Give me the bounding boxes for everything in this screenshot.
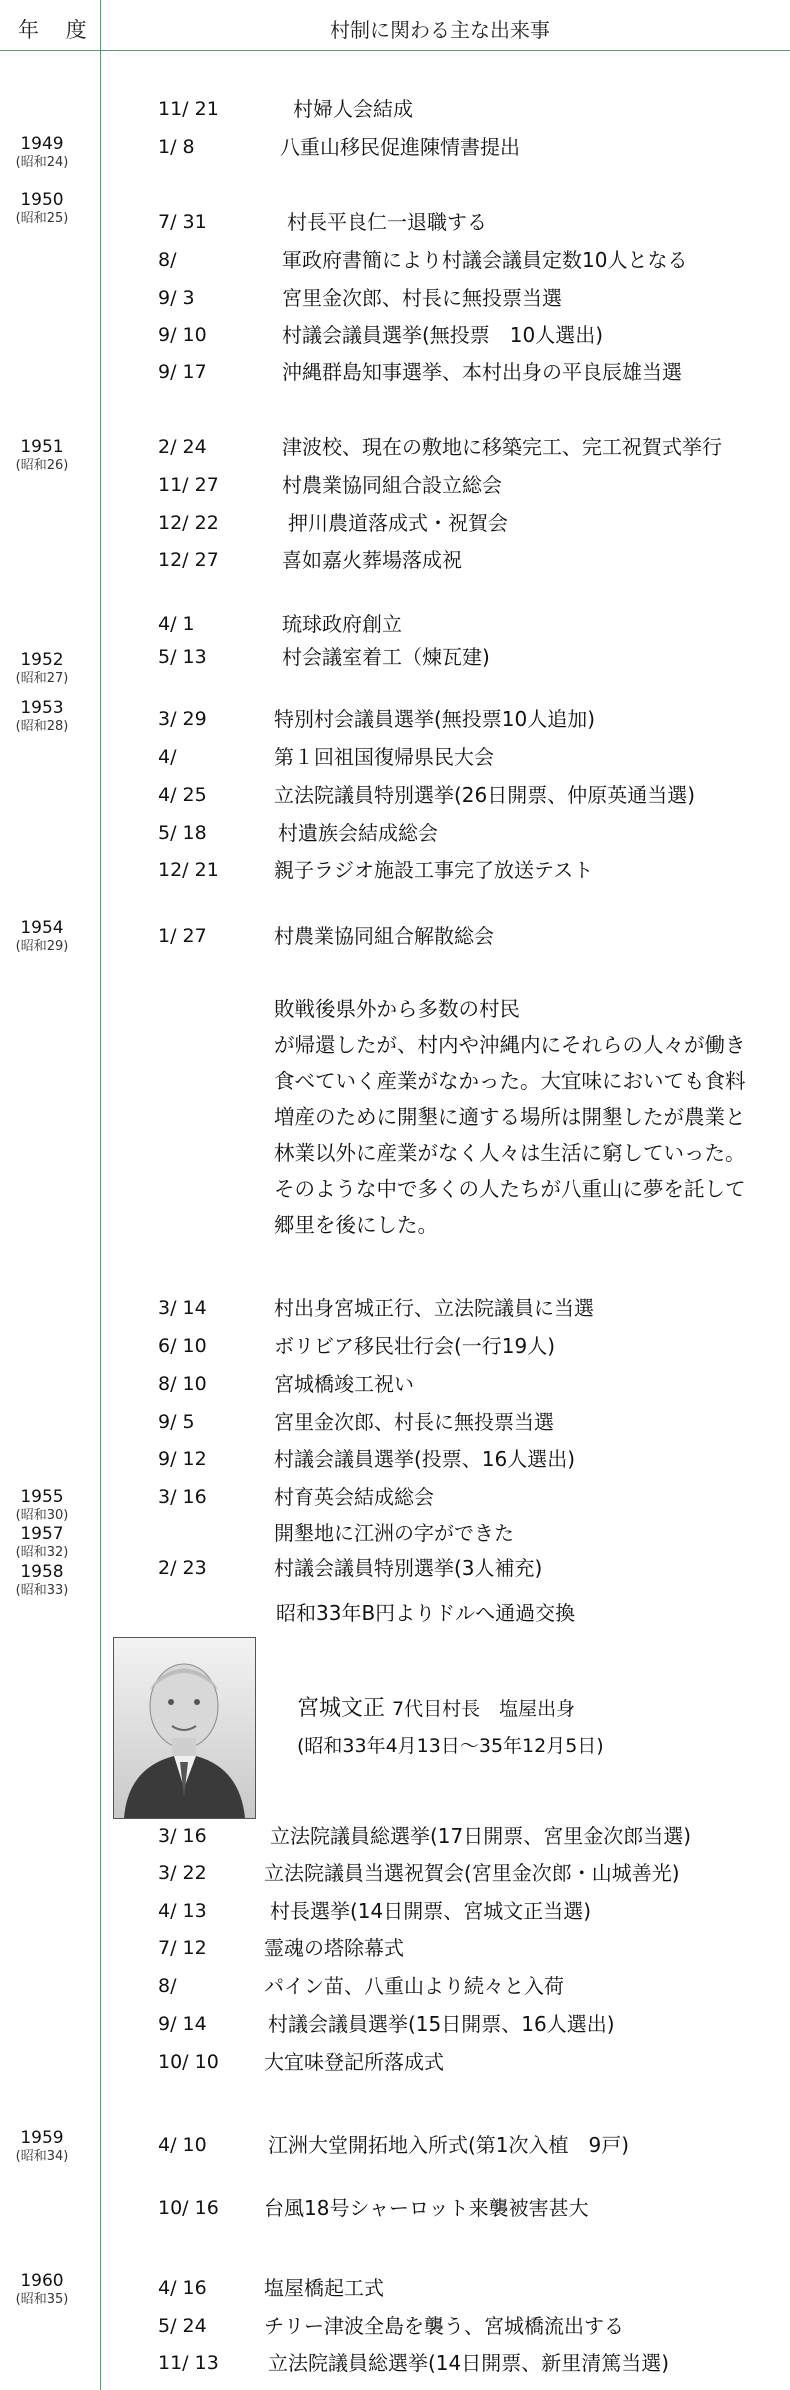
year-column-header: 年 度 (18, 18, 97, 42)
event-row (0, 921, 790, 951)
event-text: 宮城橋竣工祝い (274, 1372, 414, 1396)
event-row (0, 545, 790, 575)
year-number: 1959 (20, 2128, 64, 2148)
narrative-paragraph (274, 991, 784, 1243)
year-number: 1949 (20, 134, 64, 154)
event-date: 12/ 21 (158, 859, 219, 881)
event-text: 八重山移民促進陳情書提出 (280, 135, 520, 159)
event-row (0, 642, 790, 672)
paragraph-line: 林業以外に産業がなく人々は生活に窮していった。 (274, 1141, 746, 1165)
event-text: 琉球政府創立 (282, 612, 402, 636)
era-name: (昭和27) (15, 671, 69, 686)
paragraph-line: 増産のために開墾に適する場所は開墾したが農業と (274, 1105, 746, 1129)
events-column-header: 村制に関わる主な出来事 (330, 18, 550, 42)
event-row (0, 1553, 790, 1583)
event-text: 喜如嘉火葬場落成祝 (282, 548, 462, 572)
event-text: パイン苗、八重山より続々と入荷 (264, 1974, 564, 1998)
event-text: 村議会議員選挙(無投票 10人選出) (282, 323, 604, 347)
paragraph-line: 食べていく産業がなかった。大宜味においても食料 (274, 1069, 746, 1093)
event-row (0, 2193, 790, 2223)
event-row (0, 2130, 790, 2160)
era-name: (昭和28) (15, 719, 69, 734)
event-date: 11/ 13 (158, 2352, 219, 2374)
event-row (0, 1971, 790, 2001)
event-row (0, 1933, 790, 1963)
era-name: (昭和35) (15, 2292, 69, 2307)
event-text: 塩屋橋起工式 (264, 2276, 384, 2300)
event-row (0, 132, 790, 162)
paragraph-line: 郷里を後にした。 (274, 1213, 438, 1237)
year-number: 1952 (20, 650, 64, 670)
year-number: 1954 (20, 918, 64, 938)
header-divider (0, 50, 790, 51)
event-text: 村会議室着工（煉瓦建) (282, 645, 490, 669)
paragraph-line: 敗戦後県外から多数の村民 (274, 997, 520, 1021)
event-row (0, 1821, 790, 1851)
event-text: チリー津波全島を襲う、宮城橋流出する (264, 2314, 624, 2338)
event-date: 9/ 3 (158, 287, 195, 309)
event-date: 3/ 22 (158, 1862, 207, 1884)
year-number: 1953 (20, 698, 64, 718)
event-text: 村長選挙(14日開票、宮城文正当選) (270, 1899, 592, 1923)
event-text: 立法院議員当選祝賀会(宮里金次郎・山城善光) (264, 1861, 680, 1885)
event-date: 1/ 27 (158, 925, 207, 947)
event-row (0, 508, 790, 538)
era-name: (昭和24) (15, 155, 69, 170)
mayor-term: (昭和33年4月13日～35年12月5日) (297, 1735, 604, 1757)
event-text: 立法院議員総選挙(17日開票、宮里金次郎当選) (270, 1824, 692, 1848)
event-text: 村農業協同組合解散総会 (274, 924, 494, 948)
mayor-role: 7代目村長 塩屋出身 (392, 1698, 576, 1720)
event-date: 12/ 27 (158, 549, 219, 571)
event-row (0, 780, 790, 810)
event-row (0, 2348, 790, 2378)
event-date: 3/ 29 (158, 708, 207, 730)
event-row (0, 1858, 790, 1888)
event-row (0, 207, 790, 237)
event-date: 12/ 22 (158, 512, 219, 534)
event-row (0, 1444, 790, 1474)
event-date: 1/ 8 (158, 136, 195, 158)
event-date: 4/ 13 (158, 1900, 207, 1922)
year-number: 1960 (20, 2271, 64, 2291)
event-text: 村議会議員特別選挙(3人補充) (274, 1556, 543, 1580)
event-row (0, 2273, 790, 2303)
mayor-portrait-photo (113, 1637, 256, 1819)
event-text: 村遺族会結成総会 (278, 821, 438, 845)
mayor-name: 宮城文正 (297, 1696, 386, 1721)
paragraph-line: が帰還したが、村内や沖縄内にそれらの人々が働き (274, 1033, 746, 1057)
event-row (0, 1482, 790, 1512)
event-date: 7/ 12 (158, 1937, 207, 1959)
event-row (0, 1407, 790, 1437)
event-text: 沖縄群島知事選挙、本村出身の平良辰雄当選 (282, 360, 682, 384)
event-date: 5/ 18 (158, 822, 207, 844)
event-row (0, 1598, 790, 1628)
event-text: 霊魂の塔除幕式 (264, 1936, 404, 1960)
event-text: ボリビア移民壮行会(一行19人) (274, 1334, 556, 1358)
event-row (0, 1331, 790, 1361)
event-text: 特別村会議員選挙(無投票10人追加) (274, 707, 596, 731)
event-date: 4/ 16 (158, 2277, 207, 2299)
event-date: 4/ 10 (158, 2134, 207, 2156)
event-text: 村議会議員選挙(15日開票、16人選出) (268, 2012, 615, 2036)
event-text: 宮里金次郎、村長に無投票当選 (282, 286, 562, 310)
event-text: 親子ラジオ施設工事完了放送テスト (274, 858, 594, 882)
event-text: 大宜味登記所落成式 (264, 2050, 444, 2074)
event-row (0, 357, 790, 387)
event-date: 6/ 10 (158, 1335, 207, 1357)
era-name: (昭和30) (15, 1508, 69, 1523)
event-date: 9/ 5 (158, 1411, 195, 1433)
event-date: 3/ 16 (158, 1486, 207, 1508)
event-date: 11/ 27 (158, 474, 219, 496)
era-name: (昭和32) (15, 1545, 69, 1560)
table-header (0, 0, 790, 52)
event-row (0, 1369, 790, 1399)
event-date: 10/ 10 (158, 2051, 219, 2073)
event-date: 4/ (158, 746, 177, 768)
era-name: (昭和29) (15, 939, 69, 954)
event-date: 11/ 21 (158, 98, 219, 120)
event-row (0, 818, 790, 848)
event-date: 5/ 24 (158, 2315, 207, 2337)
era-name: (昭和34) (15, 2149, 69, 2164)
paragraph-line: そのような中で多くの人たちが八重山に夢を託して (274, 1177, 746, 1201)
event-text: 第１回祖国復帰県民大会 (274, 745, 494, 769)
event-date: 5/ 13 (158, 646, 207, 668)
event-row (0, 609, 790, 639)
event-row (0, 742, 790, 772)
event-text: 村農業協同組合設立総会 (282, 473, 502, 497)
event-row (0, 470, 790, 500)
event-row (0, 245, 790, 275)
era-name: (昭和26) (15, 458, 69, 473)
event-row (0, 283, 790, 313)
event-date: 8/ 10 (158, 1373, 207, 1395)
event-text: 村出身宮城正行、立法院議員に当選 (274, 1296, 594, 1320)
event-text: 村長平良仁一退職する (287, 210, 487, 234)
year-number: 1955 (20, 1487, 64, 1507)
portrait-figure (114, 1638, 255, 1818)
event-row (0, 2047, 790, 2077)
event-row (0, 94, 790, 124)
event-date: 7/ 31 (158, 211, 207, 233)
event-row (0, 1293, 790, 1323)
event-date: 4/ 25 (158, 784, 207, 806)
event-text: 昭和33年B円よりドルへ通過交換 (276, 1601, 576, 1625)
event-date: 8/ (158, 1975, 177, 1997)
mayor-caption (297, 1694, 575, 1724)
event-date: 2/ 23 (158, 1557, 207, 1579)
event-date: 8/ (158, 249, 177, 271)
event-row (0, 855, 790, 885)
event-date: 2/ 24 (158, 436, 207, 458)
year-number: 1951 (20, 437, 64, 457)
event-date: 9/ 12 (158, 1448, 207, 1470)
event-text: 台風18号シャーロット来襲被害甚大 (264, 2196, 589, 2220)
event-row (0, 1518, 790, 1548)
event-text: 村育英会結成総会 (274, 1485, 434, 1509)
event-date: 3/ 16 (158, 1825, 207, 1847)
event-text: 津波校、現在の敷地に移築完工、完工祝賀式挙行 (282, 435, 722, 459)
year-number: 1957 (20, 1524, 64, 1544)
year-number: 1958 (20, 1562, 64, 1582)
era-name: (昭和33) (15, 1583, 69, 1598)
year-number: 1950 (20, 190, 64, 210)
event-text: 立法院議員特別選挙(26日開票、仲原英通当選) (274, 783, 696, 807)
event-text: 立法院議員総選挙(14日開票、新里清篤当選) (268, 2351, 670, 2375)
event-row (0, 704, 790, 734)
event-text: 開墾地に江洲の字ができた (274, 1521, 514, 1545)
event-row (0, 320, 790, 350)
event-date: 3/ 14 (158, 1297, 207, 1319)
event-text: 村議会議員選挙(投票、16人選出) (274, 1447, 576, 1471)
event-text: 江洲大堂開拓地入所式(第1次入植 9戸) (268, 2133, 630, 2157)
event-date: 4/ 1 (158, 613, 195, 635)
event-date: 9/ 10 (158, 324, 207, 346)
event-text: 宮里金次郎、村長に無投票当選 (274, 1410, 554, 1434)
event-text: 押川農道落成式・祝賀会 (288, 511, 508, 535)
event-row (0, 2009, 790, 2039)
event-row (0, 2311, 790, 2341)
event-date: 10/ 16 (158, 2197, 219, 2219)
event-row (0, 1896, 790, 1926)
event-date: 9/ 14 (158, 2013, 207, 2035)
event-text: 軍政府書簡により村議会議員定数10人となる (282, 248, 688, 272)
event-date: 9/ 17 (158, 361, 207, 383)
event-text: 村婦人会結成 (293, 97, 413, 121)
era-name: (昭和25) (15, 211, 69, 226)
event-row (0, 432, 790, 462)
